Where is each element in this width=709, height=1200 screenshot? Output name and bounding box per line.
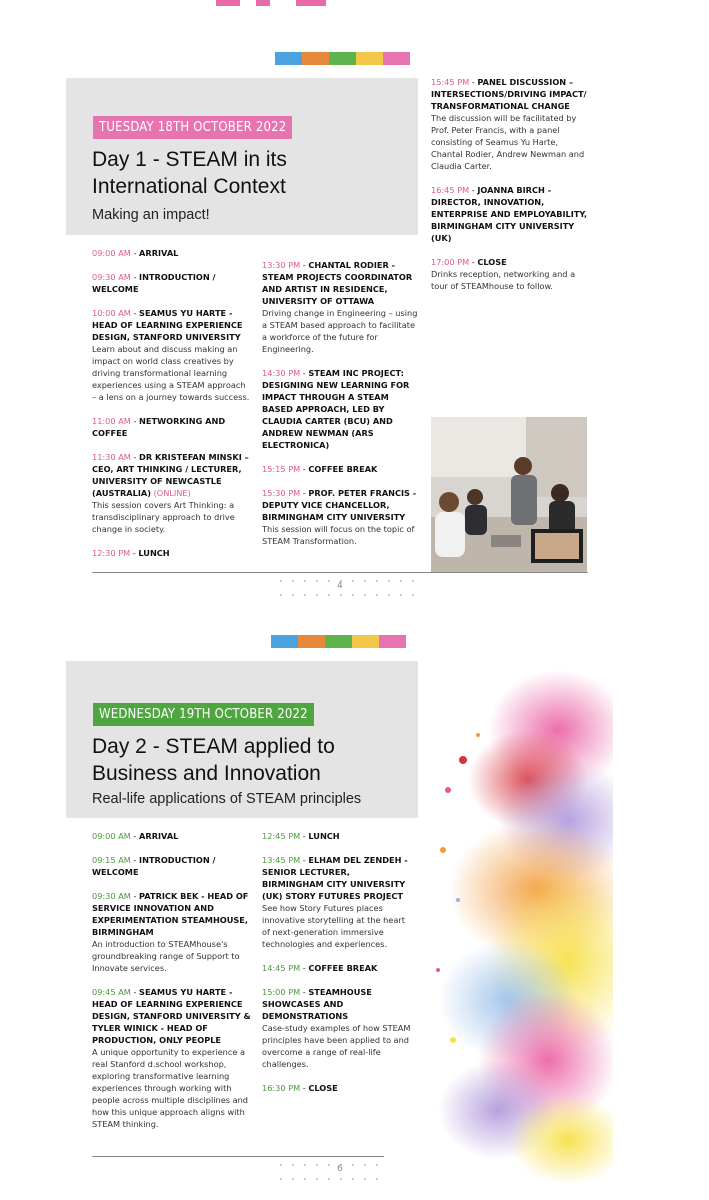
agenda-item: 17:00 PM - CLOSE Drinks reception, networking and a tour of STEAMhouse to follow. [431,257,576,291]
page1-dots-2 [280,594,414,596]
agenda-item: 09:15 AM - INTRODUCTION / WELCOME [92,855,216,877]
page1-dots [280,580,414,582]
day1-subtitle: Making an impact! [92,207,210,223]
day2-subtitle: Real-life applications of STEAM principles [92,791,362,807]
agenda-item: 11:30 AM - DR KRISTEFAN MINSKI – CEO, ART THINKING / LECTURER, UNIVERSITY OF NEWCASTLE (AUSTRALIA) (ONLINE) This session covers Art Thinking: a transdisciplinary approach to drive change in society. [92,452,249,534]
page2-dots-2 [280,1178,378,1180]
agenda-item: 16:30 PM - CLOSE [262,1083,338,1093]
agenda-item: 15:00 PM - STEAMHOUSE SHOWCASES AND DEMONSTRATIONS Case-study examples of how STEAM principles have been applied to and overcome a range of real-life challenges. [262,987,411,1069]
agenda-item: 14:45 PM - COFFEE BREAK [262,963,378,973]
day1-title: Day 1 - STEAM in its International Context [92,148,287,198]
page2-rule [92,1156,384,1157]
page-number-2: 6 [337,1164,343,1174]
page1-rule [92,572,588,573]
cropped-heading-fragment [0,0,709,6]
agenda-item: 09:00 AM - ARRIVAL [92,831,179,841]
day1-column-3 [431,76,591,304]
day1-header [66,78,418,235]
agenda-item: 16:45 PM - JOANNA BIRCH - DIRECTOR, INNOVATION, ENTERPRISE AND EMPLOYABILITY, BIRMINGHAM CITY UNIVERSITY (UK) [431,185,588,243]
day1-column-2 [262,259,420,559]
day2-column-1 [92,830,252,1142]
online-label: (ONLINE) [153,488,191,498]
agenda-item: 09:30 AM - INTRODUCTION / WELCOME [92,272,216,294]
agenda-item: 15:15 PM - COFFEE BREAK [262,464,378,474]
color-bar-day1 [275,52,410,65]
agenda-item: 12:30 PM - LUNCH [92,548,170,558]
agenda-item: 09:30 AM - PATRICK BEK - HEAD OF SERVICE INNOVATION AND EXPERIMENTATION STEAMHOUSE, BIRMINGHAM An introduction to STEAMhouse's groundbreaking range of Support to Innovate services. [92,891,249,973]
agenda-item: 13:30 PM - CHANTAL RODIER - STEAM PROJECTS COORDINATOR AND ARTIST IN RESIDENCE, UNIVERSITY OF OTTAWA Driving change in Engineering – using a STEAM based approach to facilitate a workforce of the future for Engineering. [262,260,418,354]
day2-title: Day 2 - STEAM applied to Business and Innovation [92,735,335,785]
agenda-item: 11:00 AM - NETWORKING AND COFFEE [92,416,226,438]
day2-column-2 [262,830,414,1106]
agenda-item: 14:30 PM - STEAM INC PROJECT: DESIGNING NEW LEARNING FOR IMPACT THROUGH A STEAM BASED APPROACH, LED BY CLAUDIA CARTER (BCU) AND ANDREW NEWMAN (ARS ELECTRONICA) [262,368,410,450]
color-bar-day2 [271,635,406,648]
agenda-item: 10:00 AM - SEAMUS YU HARTE - HEAD OF LEARNING EXPERIENCE DESIGN, STANFORD UNIVERSITY Learn about and discuss making an impact on world class creatives by driving transformational learning experiences using a STEAM approach – a lens on a journey towards success. [92,308,250,402]
day2-header [66,661,418,818]
day1-date-tag: TUESDAY 18TH OCTOBER 2022 [93,116,292,139]
day2-date-tag: WEDNESDAY 19TH OCTOBER 2022 [93,703,314,726]
paint-splash-image [418,640,613,1185]
agenda-item: 09:00 AM - ARRIVAL [92,248,179,258]
agenda-item: 09:45 AM - SEAMUS YU HARTE - HEAD OF LEARNING EXPERIENCE DESIGN, STANFORD UNIVERSITY & TYLER WINICK - HEAD OF PRODUCTION, ONLY PEOPLE A unique opportunity to experience a real Stanford d.school workshop, exploring transformative learning experiences through working with people across multiple disciplines and how this unique approach aligns with STEAM thinking. [92,987,251,1129]
agenda-item: 13:45 PM - ELHAM DEL ZENDEH - SENIOR LECTURER, BIRMINGHAM CITY UNIVERSITY (UK) STORY FUTURES PROJECT See how Story Futures places innovative storytelling at the heart of next-generation immersive technologies and experiences. [262,855,408,949]
page2-dots [280,1164,378,1166]
workshop-photo [431,417,587,572]
day1-column-1 [92,247,252,571]
page-number-1: 4 [337,581,343,591]
agenda-item: 12:45 PM - LUNCH [262,831,340,841]
agenda-item: 15:30 PM - PROF. PETER FRANCIS - DEPUTY VICE CHANCELLOR, BIRMINGHAM CITY UNIVERSITY This session will focus on the topic of STEAM Transformation. [262,488,417,546]
agenda-item: 15:45 PM - PANEL DISCUSSION – INTERSECTIONS/DRIVING IMPACT/ TRANSFORMATIONAL CHANGE The discussion will be facilitated by Prof. Peter Francis, with a panel consisting of Seamus Yu Harte, Chantal Rodier, Andrew Newman and Claudia Carter. [431,77,587,171]
